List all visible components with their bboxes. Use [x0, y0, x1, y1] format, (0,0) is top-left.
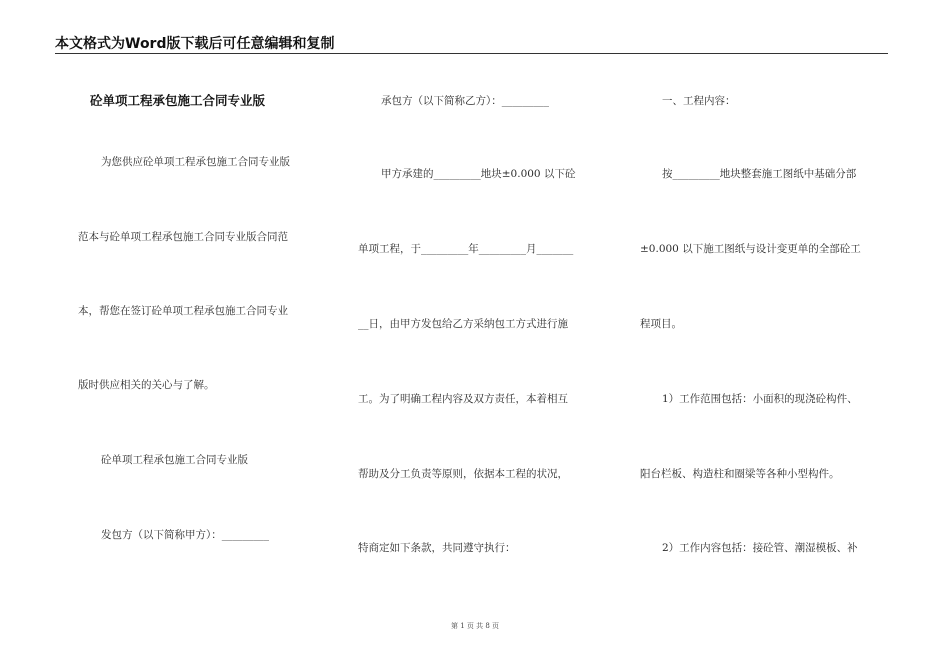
header-divider	[55, 53, 888, 54]
body-line: 特商定如下条款，共同遵守执行：	[358, 542, 516, 554]
body-line: 1）工作范围包括：小面积的现浇砼构件、	[662, 393, 858, 405]
body-line: 阳台栏板、构造柱和圈梁等各种小型构件。	[640, 468, 840, 480]
body-line: 单项工程，于_________年_________月_______	[358, 243, 574, 255]
body-line: 版时供应相关的关心与了解。	[78, 379, 215, 391]
body-line: 本，帮您在签订砼单项工程承包施工合同专业	[78, 305, 288, 317]
body-line: 2）工作内容包括：接砼管、潮湿模板、补	[662, 542, 858, 554]
body-line: 发包方（以下简称甲方）：_________	[101, 529, 269, 541]
body-line: 程项目。	[640, 318, 682, 330]
document-notice: 本文格式为Word版下载后可任意编辑和复制	[55, 36, 335, 52]
body-line: 一、工程内容：	[662, 95, 736, 107]
body-line: 帮助及分工负责等原则，依据本工程的状况，	[358, 468, 568, 480]
document-title: 砼单项工程承包施工合同专业版	[90, 93, 266, 108]
body-line: 范本与砼单项工程承包施工合同专业版合同范	[78, 231, 288, 243]
page-number: 第 1 页 共 8 页	[450, 622, 500, 630]
body-line: 为您供应砼单项工程承包施工合同专业版	[101, 156, 290, 168]
body-line: 砼单项工程承包施工合同专业版	[101, 454, 248, 466]
body-line: 承包方（以下简称乙方）：_________	[381, 95, 549, 107]
body-line: ±0.000 以下施工图纸与设计变更单的全部砼工	[640, 243, 861, 255]
body-line: 甲方承建的_________地块±0.000 以下砼	[381, 168, 576, 180]
body-line: 按_________地块整套施工图纸中基础分部	[662, 168, 857, 180]
body-line: __日，由甲方发包给乙方采纳包工方式进行施	[358, 318, 568, 330]
body-line: 工。为了明确工程内容及双方责任，本着相互	[358, 393, 568, 405]
